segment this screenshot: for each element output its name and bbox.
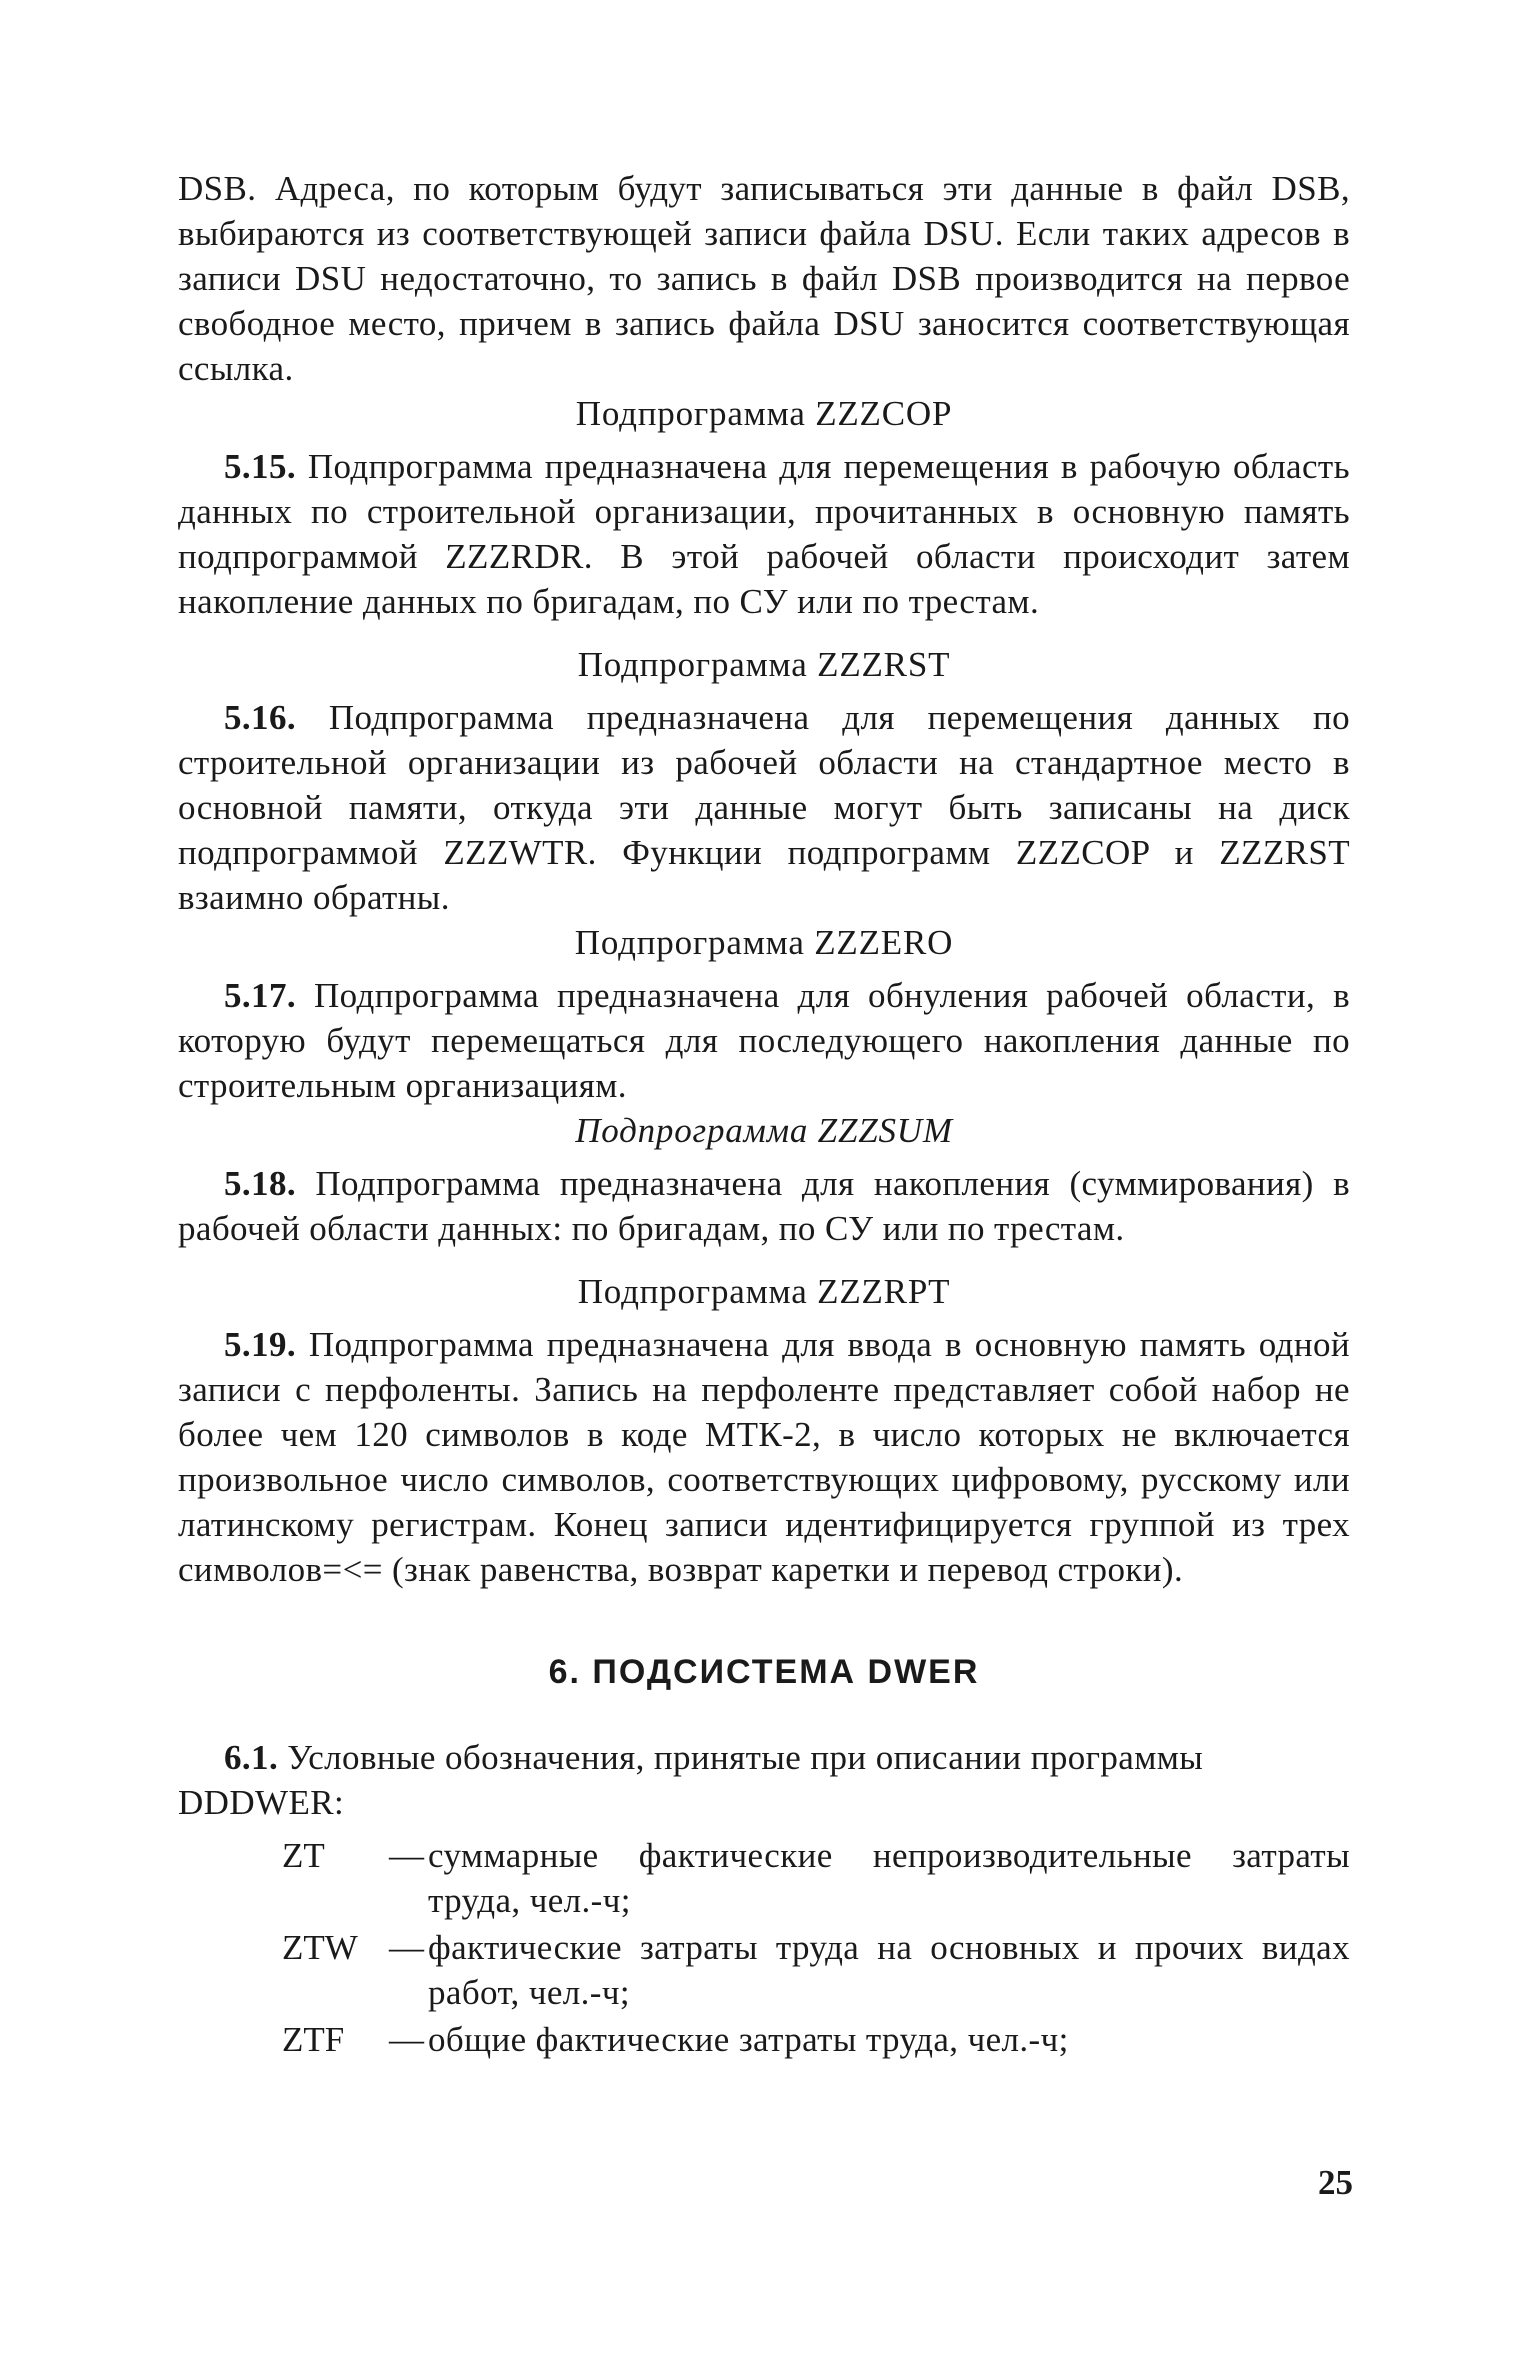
paragraph-text: Подпрограмма предназначена для перемещения данных по строительной организации из рабочей области на стандартное место в основной памяти, откуда эти данные могут быть записаны на диск подпрограммой ZZZWTR. Функции подпрограмм ZZZCOP и ZZZRST взаимно обратны. bbox=[178, 698, 1350, 917]
definition-dash: — bbox=[389, 2020, 424, 2059]
definition-dash: — bbox=[389, 1836, 424, 1875]
subprogram-heading-zzzsum: Подпрограмма ZZZSUM bbox=[575, 1111, 953, 1150]
page-number: 25 bbox=[1318, 2163, 1353, 2202]
definitions-list bbox=[178, 1833, 1350, 2062]
subprogram-heading-zzzrst: Подпрограмма ZZZRST bbox=[577, 645, 951, 684]
definition-text: общие фактические затраты труда, чел.-ч; bbox=[428, 2020, 1069, 2059]
definition-item bbox=[178, 1925, 1350, 2015]
paragraph-5-16 bbox=[178, 695, 1350, 920]
paragraph-text: Подпрограмма предназначена для ввода в основную память одной записи с перфоленты. Запись на перфоленте представляет собой набор не более чем 120 символов в коде МТК-2, в число которых не включается произвольное число символов, соответствующих цифровому, русскому или латинскому регистрам. Конец записи идентифицируется группой из трех символов=<= (знак равенства, возврат каретки и перевод строки). bbox=[178, 1325, 1350, 1589]
paragraph-5-19 bbox=[178, 1322, 1350, 1592]
paragraph-text: Подпрограмма предназначена для перемещения в рабочую область данных по строительной организации, прочитанных в основную память подпрограммой ZZZRDR. В этой рабочей области происходит затем накопление данных по бригадам, по СУ или по трестам. bbox=[178, 447, 1350, 621]
subprogram-heading-zzzero: Подпрограмма ZZZERO bbox=[574, 923, 954, 962]
page-content bbox=[178, 166, 1350, 2064]
paragraph-text: Подпрограмма предназначена для накопления (суммирования) в рабочей области данных: по бригадам, по СУ или по трестам. bbox=[178, 1164, 1350, 1248]
section-title: 6. ПОДСИСТЕМА DWER bbox=[548, 1653, 980, 1691]
definition-term: ZTF bbox=[282, 2020, 345, 2059]
definition-term: ZT bbox=[282, 1836, 325, 1875]
paragraph-5-18 bbox=[178, 1161, 1350, 1251]
paragraph-text: Условные обозначения, принятые при описании программы DDDWER: bbox=[178, 1738, 1204, 1822]
paragraph-text: Подпрограмма предназначена для обнуления рабочей области, в которую будут перемещаться для последующего накопления данные по строительным организациям. bbox=[178, 976, 1350, 1105]
subprogram-heading-zzzrpt: Подпрограмма ZZZRPT bbox=[577, 1272, 951, 1311]
definition-item bbox=[178, 2017, 1350, 2062]
paragraph-number: 5.15. bbox=[224, 447, 296, 486]
paragraph-number: 5.19. bbox=[224, 1325, 296, 1364]
definition-item bbox=[178, 1833, 1350, 1923]
intro-paragraph: DSB. Адреса, по которым будут записываться эти данные в файл DSB, выбираются из соответствующей записи файла DSU. Если таких адресов в записи DSU недостаточно, то запись в файл DSB производится на первое свободное место, причем в запись файла DSU заносится соответствующая ссылка. bbox=[178, 169, 1350, 388]
paragraph-number: 5.17. bbox=[224, 976, 296, 1015]
definition-dash: — bbox=[389, 1928, 424, 1967]
paragraph-6-1 bbox=[178, 1735, 1350, 1825]
subprogram-heading-zzzcop: Подпрограмма ZZZCOP bbox=[575, 394, 953, 433]
definition-term: ZTW bbox=[282, 1928, 358, 1967]
paragraph-number: 6.1. bbox=[224, 1738, 279, 1777]
paragraph-5-17 bbox=[178, 973, 1350, 1108]
paragraph-5-15 bbox=[178, 444, 1350, 624]
paragraph-number: 5.16. bbox=[224, 698, 296, 737]
definition-text: суммарные фактические непроизводительные затраты труда, чел.-ч; bbox=[428, 1836, 1350, 1920]
definition-text: фактические затраты труда на основных и прочих видах работ, чел.-ч; bbox=[428, 1928, 1350, 2012]
paragraph-number: 5.18. bbox=[224, 1164, 296, 1203]
